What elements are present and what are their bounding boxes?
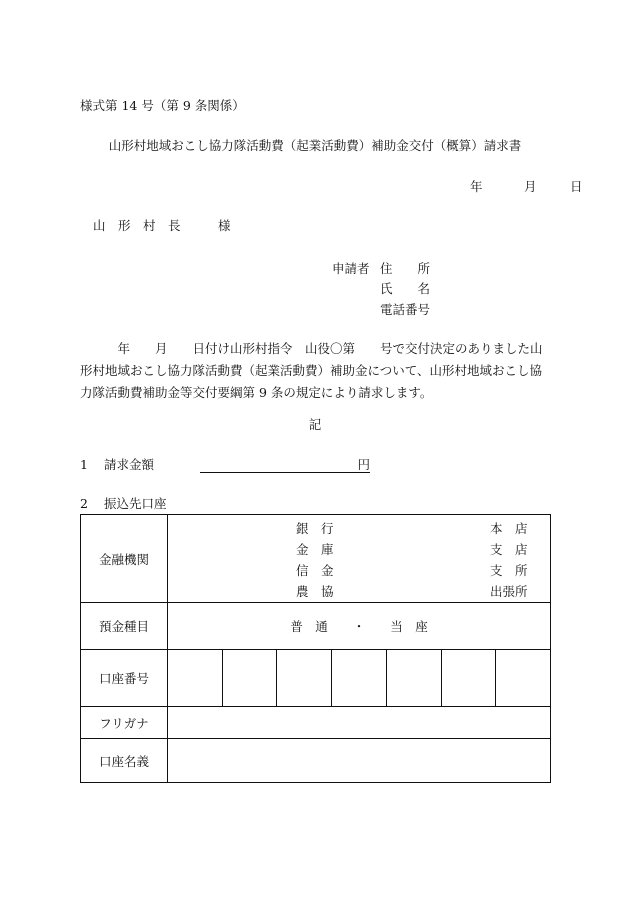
amount-field[interactable] <box>200 457 370 473</box>
deposit-label: 預金種目 <box>81 603 168 650</box>
account-digit-3[interactable] <box>276 650 331 706</box>
item1-number: 1 <box>80 457 88 472</box>
account-digit-7[interactable] <box>495 650 550 706</box>
account-digit-4[interactable] <box>331 650 386 706</box>
item2-label: 振込先口座 <box>104 496 167 511</box>
branch-type-3: 出張所 <box>490 583 528 599</box>
date-month: 月 <box>524 179 537 194</box>
financial-type-0: 銀 行 <box>296 520 334 536</box>
financial-cell[interactable] <box>168 515 551 603</box>
account-digit-2[interactable] <box>222 650 277 706</box>
item-request-amount <box>80 457 370 473</box>
account-number-label: 口座番号 <box>81 650 168 707</box>
amount-unit: 円 <box>357 457 370 472</box>
body-text: 年 月 日付け山形村指令 山役〇第 号で交付決定のありました山形村地域おこし協力隊活動費（起業活動費）補助金について、山形村地域おこし協力隊活動費補助金等交付要綱第 9 条の規定により請求します。 <box>80 341 543 400</box>
deposit-options[interactable]: 普 通 ・ 当 座 <box>168 603 551 650</box>
branch-type-1: 支 店 <box>490 541 528 557</box>
branch-type-2: 支 所 <box>490 562 528 578</box>
financial-type-2: 信 金 <box>296 562 334 578</box>
item2-number: 2 <box>80 496 88 511</box>
holder-label: 口座名義 <box>81 739 168 783</box>
date-day: 日 <box>570 179 583 194</box>
item1-label: 請求金額 <box>104 457 155 472</box>
furigana-field[interactable] <box>168 707 551 739</box>
applicant-role: 申請者 <box>332 260 370 276</box>
form-number: 様式第 14 号（第 9 条関係） <box>80 98 245 113</box>
financial-type-3: 農 協 <box>296 583 334 599</box>
row-financial <box>81 515 551 603</box>
address-label: 住 所 <box>380 260 431 276</box>
financial-type-1: 金 庫 <box>296 541 334 557</box>
date-line <box>470 179 583 194</box>
addressee: 山 形 村 長 様 <box>93 218 231 233</box>
ki-heading: 記 <box>308 417 322 432</box>
row-furigana <box>81 707 551 739</box>
date-year: 年 <box>470 179 483 194</box>
item-transfer-account <box>80 496 167 511</box>
furigana-label: フリガナ <box>81 707 168 739</box>
document-title: 山形村地域おこし協力隊活動費（起業活動費）補助金交付（概算）請求書 <box>108 138 522 153</box>
phone-label: 電話番号 <box>380 301 431 317</box>
account-digit-5[interactable] <box>386 650 441 706</box>
account-digit-1[interactable] <box>168 650 222 706</box>
holder-field[interactable] <box>168 739 551 783</box>
account-number-cells <box>168 650 551 707</box>
account-digit-6[interactable] <box>441 650 496 706</box>
row-account-number <box>81 650 551 707</box>
row-holder <box>81 739 551 783</box>
name-label: 氏 名 <box>380 281 431 297</box>
account-table <box>80 514 551 783</box>
applicant-block <box>332 258 434 320</box>
branch-type-0: 本 店 <box>490 520 528 536</box>
financial-label: 金融機関 <box>81 515 168 603</box>
row-deposit <box>81 603 551 650</box>
